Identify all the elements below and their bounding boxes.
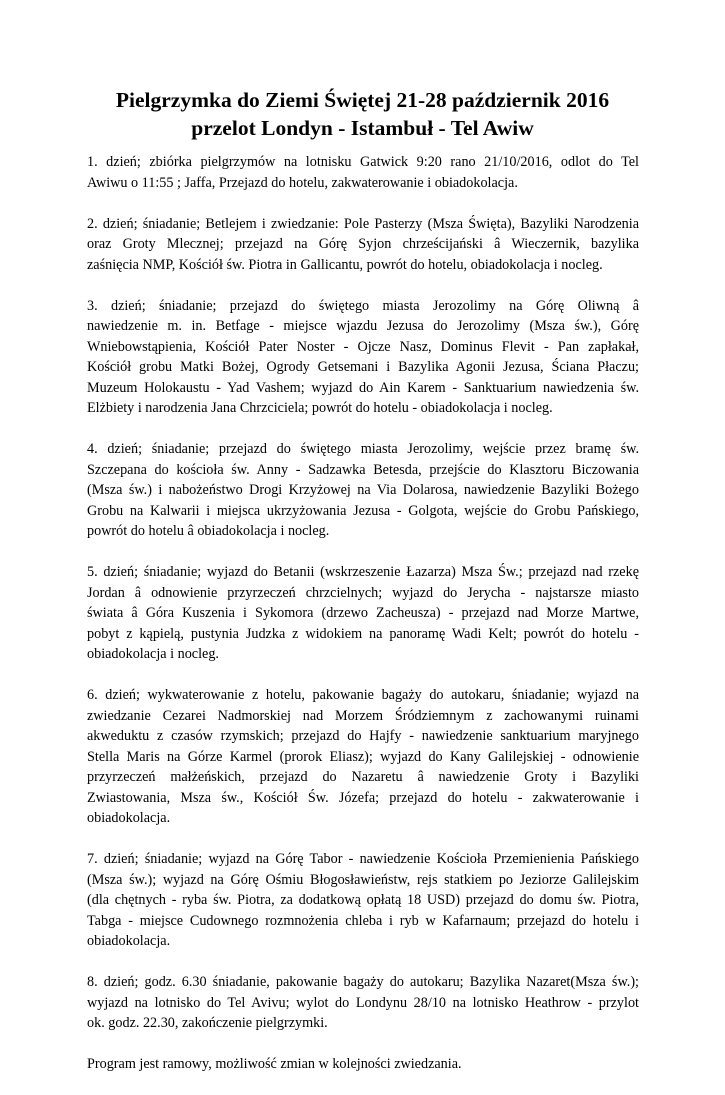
title-line: przelot Londyn - Istambuł - Tel Awiw: [191, 116, 534, 140]
title-line: Pielgrzymka do Ziemi Świętej 21-28 październik 2016: [115, 88, 610, 112]
paragraph-day-1: [87, 152, 639, 193]
text-line: (Msza św.) i nabożeństwo Drogi Krzyżowej na Via Dolarosa, nawiedzenie Bazyliki Bożego: [87, 482, 639, 498]
text-line: Awiwu o 11:55 ; Jaffa, Przejazd do hotelu, zakwaterowanie i obiadokolacja.: [87, 174, 518, 191]
text-line: (Msza św.); wyjazd na Górę Ośmiu Błogosławieństw, rejs statkiem po Jeziorze Galilejskim: [87, 871, 639, 888]
text-line: akweduktu z czasów rzymskich; przejazd do Hajfy - nawiedzenie sanktuarium maryjnego: [87, 728, 639, 744]
text-line: Grobu na Kalwarii i miejsca ukrzyżowania Jezusa - Golgota, wejście do Grobu Pańskiego,: [87, 502, 639, 519]
text-line: Elżbiety i narodzenia Jana Chrzciciela; powrót do hotelu - obiadokolacja i nocleg.: [87, 400, 553, 416]
document-title: [60, 86, 665, 142]
paragraph-day-8: [87, 972, 639, 1034]
text-line: Program jest ramowy, możliwość zmian w kolejności zwiedzania.: [87, 1056, 462, 1072]
text-line: 1. dzień; zbiórka pielgrzymów na lotnisku Gatwick 9:20 rano 21/10/2016, odlot do Tel: [87, 154, 639, 170]
text-line: wyjazd na lotnisko do Tel Avivu; wylot do Londynu 28/10 na lotnisko Heathrow - przylot: [87, 994, 639, 1011]
paragraph-day-6: [87, 685, 639, 829]
text-line: 8. dzień; godz. 6.30 śniadanie, pakowanie bagaży do autokaru; Bazylika Nazaret(Msza św.);: [87, 974, 639, 990]
paragraph-day-2: [87, 214, 639, 276]
text-line: 6. dzień; wykwaterowanie z hotelu, pakowanie bagaży do autokaru, śniadanie; wyjazd na: [87, 687, 639, 703]
text-line: obiadokolacja.: [87, 933, 171, 949]
text-line: świata â Góra Kuszenia i Sykomora (drzewo Zacheusza) - przejazd nad Morze Martwe,: [87, 605, 639, 621]
text-line: nawiedzenie m. in. Betfage - miejsce wjazdu Jezusa do Jerozolimy (Msza św.), Górę: [87, 318, 639, 334]
paragraph-day-5: [87, 562, 639, 665]
text-line: oraz Groty Mlecznej; przejazd na Górę Syjon chrześcijański â Wieczernik, bazylika: [87, 236, 639, 252]
paragraph-program-note: [87, 1054, 639, 1075]
text-line: Tabga - miejsce Cudownego rozmnożenia chleba i ryb w Kafarnaum; przejazd do hotelu i: [87, 912, 639, 929]
text-line: 2. dzień; śniadanie; Betlejem i zwiedzanie: Pole Pasterzy (Msza Święta), Bazyliki Narodzenia: [87, 215, 639, 232]
text-line: Muzeum Holokaustu - Yad Vashem; wyjazd do Ain Karem - Sanktuarium nawiedzenia św.: [87, 379, 639, 396]
document-body: [87, 152, 639, 1095]
text-line: Wniebowstąpienia, Kościół Pater Noster - Ojcze Nasz, Dominus Flevit - Pan zapłakał,: [87, 338, 639, 355]
text-line: (dla chętnych - ryba św. Piotra, za dodatkową opłatą 18 USD) przejazd do domu św. Piotra,: [87, 892, 639, 908]
paragraph-day-3: [87, 296, 639, 419]
text-line: przyrzeczeń małżeńskich, przejazd do Nazaretu â nawiedzenie Groty i Bazyliki: [87, 769, 639, 785]
paragraph-day-4: [87, 439, 639, 542]
text-line: 7. dzień; śniadanie; wyjazd na Górę Tabor - nawiedzenie Kościoła Przemienienia Pańskiego: [87, 851, 639, 867]
text-line: powrót do hotelu â obiadokolacja i nocleg.: [87, 523, 330, 539]
text-line: 3. dzień; śniadanie; przejazd do świętego miasta Jerozolimy na Górę Oliwną â: [87, 297, 639, 314]
text-line: obiadokolacja i nocleg.: [87, 646, 219, 662]
text-line: ok. godz. 22.30, zakończenie pielgrzymki.: [87, 1015, 328, 1031]
text-line: Kościół grobu Matki Bożej, Ogrody Getsemani i Bazylika Agonii Jezusa, Ściana Płaczu;: [87, 359, 639, 375]
text-line: Zwiastowania, Msza św., Kościół Św. Józefa; przejazd do hotelu - zakwaterowanie i: [87, 789, 639, 806]
text-line: Stella Maris na Górze Karmel (prorok Eliasz); wyjazd do Kany Galilejskiej - odnowienie: [87, 748, 639, 765]
text-line: 5. dzień; śniadanie; wyjazd do Betanii (wskrzeszenie Łazarza) Msza Św.; przejazd nad rzekę: [87, 564, 639, 580]
paragraph-day-7: [87, 849, 639, 952]
text-line: obiadokolacja.: [87, 810, 171, 826]
text-line: pobyt z kąpielą, pustynia Judzka z widokiem na panoramę Wadi Kelt; powrót do hotelu -: [87, 625, 639, 642]
text-line: Jordan â odnowienie przyrzeczeń chrzcielnych; wyjazd do Jerycha - najstarsze miasto: [87, 584, 639, 601]
text-line: Szczepana do kościoła św. Anny - Sadzawka Betesda, przejście do Klasztoru Biczowania: [87, 461, 639, 478]
text-line: zwiedzanie Cezarei Nadmorskiej nad Morzem Śródziemnym z zachowanymi ruinami: [87, 707, 639, 724]
text-line: zaśnięcia NMP, Kościół św. Piotra in Gallicantu, powrót do hotelu, obiadokolacja i nocleg.: [87, 256, 603, 273]
text-line: 4. dzień; śniadanie; przejazd do świętego miasta Jerozolimy, wejście przez bramę św.: [87, 441, 639, 457]
